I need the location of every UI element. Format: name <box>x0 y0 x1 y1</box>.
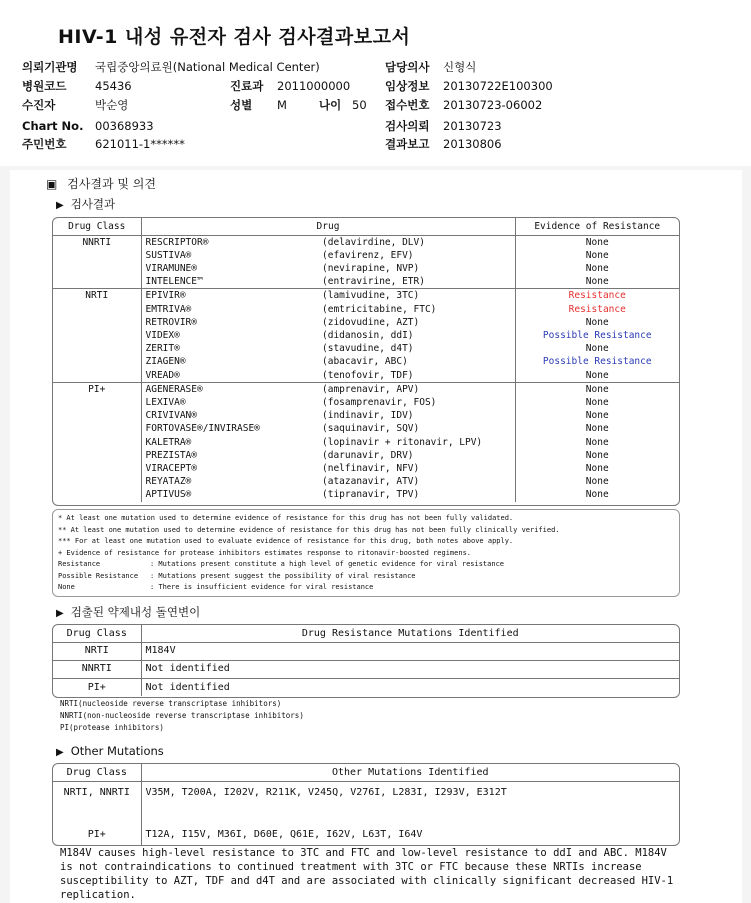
table-row <box>53 422 679 435</box>
mutations-cell: Not identified <box>141 660 679 678</box>
table-row <box>53 436 679 449</box>
drug-name-cell: FORTOVASE®/INVIRASE® <box>145 423 260 435</box>
drug-generic-cell: (delavirdine, DLV) <box>318 235 515 249</box>
other-mutations-table <box>52 763 680 846</box>
drug-name-cell: RETROVIR® <box>145 316 197 328</box>
table-row <box>53 449 679 462</box>
table-row <box>53 369 679 383</box>
evidence-cell: None <box>585 449 609 461</box>
doctor-value: 신형식 <box>443 60 477 74</box>
col-header-drug-class: Drug Class <box>53 218 141 235</box>
sex-value: M <box>277 98 287 112</box>
table-row <box>53 355 679 368</box>
table-row <box>53 262 679 275</box>
table-row <box>53 475 679 488</box>
section-heading: ▣ 검사결과 및 의견 <box>46 177 156 191</box>
definition-possible: Possible Resistance : Mutations present suggest the possibility of viral resistance <box>58 571 416 580</box>
table-row <box>53 275 679 289</box>
drug-generic-cell: (emtricitabine, FTC) <box>318 303 515 316</box>
drug-generic-cell: (atazanavir, ATV) <box>318 475 515 488</box>
drug-class-cell: NNRTI <box>53 660 141 678</box>
report-date-value: 20130806 <box>443 137 502 151</box>
drug-name-cell: AGENERASE® <box>141 382 318 396</box>
col-header-drug-class: Drug Class <box>53 625 141 642</box>
arrow-icon: ▶ <box>56 608 64 619</box>
other-mutations-heading: ▶ Other Mutations <box>56 744 164 758</box>
drug-name-cell: RESCRIPTOR® <box>145 236 209 248</box>
drug-name-cell: VIRACEPT® <box>145 462 197 474</box>
drug-generic-cell: (saquinavir, SQV) <box>318 422 515 435</box>
table-row <box>53 303 679 316</box>
drug-generic-cell: (nevirapine, NVP) <box>318 262 515 275</box>
receipt-no-label: 접수번호 <box>385 98 430 112</box>
table-row <box>53 462 679 475</box>
drug-generic-cell: (lamivudine, 3TC) <box>318 289 515 303</box>
evidence-cell: None <box>515 382 679 396</box>
drug-name-cell: ZERIT® <box>145 343 180 355</box>
drug-name-cell: ZIAGEN® <box>145 356 186 368</box>
table-row <box>53 249 679 262</box>
definition-resistance: Resistance : Mutations present constitute a high level of genetic evidence for viral resistance <box>58 560 505 568</box>
table-row <box>53 235 679 249</box>
evidence-cell: None <box>585 343 609 355</box>
results-table <box>52 217 680 506</box>
hospital-code-label: 병원코드 <box>22 79 67 93</box>
drug-class-cell: NRTI, NNRTI <box>53 781 141 825</box>
institution-label: 의뢰기관명 <box>22 60 78 74</box>
drug-name-cell: SUSTIVA® <box>145 249 192 261</box>
arrow-icon: ▶ <box>56 200 64 211</box>
patient-label: 수진자 <box>22 98 56 112</box>
table-row <box>53 660 679 678</box>
doctor-label: 담당의사 <box>385 60 430 74</box>
evidence-cell: None <box>585 369 609 381</box>
note-3: *** For at least one mutation used to evaluate evidence of resistance for this drug, both notes above apply. <box>58 537 514 545</box>
abbreviation-nrti: NRTI(nucleoside reverse transcriptase inhibitors) <box>60 699 282 708</box>
square-icon: ▣ <box>46 177 58 191</box>
request-date-value: 20130723 <box>443 119 502 133</box>
drug-name-cell: EPIVIR® <box>141 289 318 303</box>
results-heading: ▶ 검사결과 <box>56 197 116 211</box>
report-date-label: 결과보고 <box>385 137 430 151</box>
report-title: HIV-1 내성 유전자 검사 검사결과보고서 <box>58 26 411 48</box>
resident-id-value: 621011-1****** <box>95 137 185 151</box>
evidence-cell: Resistance <box>568 303 626 315</box>
mutations-table <box>52 624 680 698</box>
age-label: 나이 <box>319 98 342 112</box>
drug-generic-cell: (stavudine, d4T) <box>318 342 515 355</box>
col-header-mutations: Drug Resistance Mutations Identified <box>141 625 679 642</box>
mutations-cell: Not identified <box>141 678 679 696</box>
drug-class-cell: PI+ <box>53 678 141 696</box>
drug-class-cell: NRTI <box>53 642 141 660</box>
evidence-cell: Possible Resistance <box>542 329 652 341</box>
col-header-drug-class: Drug Class <box>53 764 141 781</box>
clinical-info-label: 임상정보 <box>385 79 430 93</box>
definition-none: None : There is insufficient evidence for viral resistance <box>58 583 374 591</box>
sex-label: 성별 <box>230 98 253 112</box>
interpretation-comment: M184V causes high-level resistance to 3TC and FTC and low-level resistance to ddI and ABC. M184V is not contraindications to continued treatment with 3TC or FTC because these NRTIs increase susceptibility to AZT, TDF and d4T and are associated with clinically significant decreased HIV-1 replication. <box>60 847 674 901</box>
abbreviation-pi: PI(protease inhibitors) <box>60 723 164 732</box>
evidence-cell: None <box>585 489 609 501</box>
other-mutations-cell: V35M, T200A, I202V, R211K, V245Q, V276I, L283I, I293V, E312T <box>145 786 507 798</box>
table-row <box>53 382 679 396</box>
drug-generic-cell: (efavirenz, EFV) <box>318 249 515 262</box>
drug-generic-cell: (fosamprenavir, FOS) <box>318 396 515 409</box>
evidence-cell: None <box>585 462 609 474</box>
clinical-info-value: 20130722E100300 <box>443 79 553 93</box>
drug-generic-cell: (tipranavir, TPV) <box>318 488 515 501</box>
table-row <box>53 488 679 501</box>
table-row <box>53 342 679 355</box>
drug-name-cell: REYATAZ® <box>145 476 192 488</box>
drug-class-cell: NNRTI <box>53 235 141 289</box>
drug-generic-cell: (amprenavir, APV) <box>318 382 515 396</box>
evidence-cell: None <box>585 262 609 274</box>
note-4: + Evidence of resistance for protease inhibitors estimates response to ritonavir-boosted regimens. <box>58 548 472 557</box>
drug-class-cell: NRTI <box>53 289 141 382</box>
drug-class-cell: PI+ <box>53 382 141 501</box>
other-mutations-cell: T12A, I15V, M36I, D60E, Q61E, I62V, L63T, I64V <box>145 829 423 841</box>
table-row <box>53 781 679 825</box>
resident-id-label: 주민번호 <box>22 137 67 151</box>
col-header-drug: Drug <box>141 218 515 235</box>
evidence-cell: None <box>585 249 609 261</box>
col-header-other-mutations: Other Mutations Identified <box>141 764 679 781</box>
drug-name-cell: VIRAMUNE® <box>145 262 197 274</box>
evidence-cell: None <box>585 410 609 422</box>
drug-generic-cell: (didanosin, ddI) <box>318 329 515 342</box>
patient-value: 박순영 <box>95 98 129 112</box>
table-row <box>53 642 679 660</box>
drug-generic-cell: (darunavir, DRV) <box>318 449 515 462</box>
evidence-cell: Resistance <box>515 289 679 303</box>
table-row <box>53 409 679 422</box>
evidence-cell: None <box>585 396 609 408</box>
drug-name-cell: EMTRIVA® <box>145 303 192 315</box>
drug-name-cell: VIDEX® <box>145 329 180 341</box>
abbreviation-nnrti: NNRTI(non-nucleoside reverse transcriptase inhibitors) <box>60 711 304 720</box>
drug-generic-cell: (zidovudine, AZT) <box>318 316 515 329</box>
drug-name-cell: VREAD® <box>145 369 180 381</box>
evidence-cell: Possible Resistance <box>542 356 652 368</box>
drug-name-cell: CRIVIVAN® <box>145 410 197 422</box>
table-row <box>53 316 679 329</box>
drug-generic-cell: (lopinavir + ritonavir, LPV) <box>318 436 515 449</box>
department-label: 진료과 <box>230 79 264 93</box>
age-value: 50 <box>352 98 367 112</box>
evidence-cell: None <box>585 436 609 448</box>
table-row <box>53 329 679 342</box>
mutations-cell: M184V <box>145 645 176 657</box>
request-date-label: 검사의뢰 <box>385 119 430 133</box>
drug-generic-cell: (indinavir, IDV) <box>318 409 515 422</box>
evidence-cell: None <box>585 476 609 488</box>
mutations-heading: ▶ 검출된 약제내성 돌연변이 <box>56 605 201 619</box>
table-row <box>53 678 679 696</box>
department-value: 2011000000 <box>277 79 351 93</box>
arrow-icon: ▶ <box>56 747 64 758</box>
drug-generic-cell: (abacavir, ABC) <box>318 355 515 368</box>
drug-generic-cell: (nelfinavir, NFV) <box>318 462 515 475</box>
drug-class-cell: PI+ <box>53 825 141 845</box>
results-notes <box>52 509 680 597</box>
hospital-code-value: 45436 <box>95 79 132 93</box>
table-row <box>53 289 679 303</box>
evidence-cell: None <box>585 276 609 288</box>
evidence-cell: None <box>585 236 609 248</box>
table-row <box>53 825 679 845</box>
drug-name-cell: PREZISTA® <box>145 449 197 461</box>
chart-no-label: Chart No. <box>22 119 84 133</box>
drug-name-cell: KALETRA® <box>145 436 192 448</box>
drug-generic-cell: (tenofovir, TDF) <box>318 369 515 383</box>
chart-no-value: 00368933 <box>95 119 154 133</box>
institution-value: 국립중앙의료원(National Medical Center) <box>95 60 320 74</box>
drug-generic-cell: (entravirine, ETR) <box>318 275 515 289</box>
drug-name-cell: APTIVUS® <box>145 489 192 501</box>
receipt-no-value: 20130723-06002 <box>443 98 543 112</box>
table-row <box>53 396 679 409</box>
drug-name-cell: INTELENCE™ <box>145 276 203 288</box>
evidence-cell: None <box>585 423 609 435</box>
drug-name-cell: LEXIVA® <box>145 396 186 408</box>
col-header-evidence: Evidence of Resistance <box>515 218 679 235</box>
note-2: ** At least one mutation used to determine evidence of resistance for this drug has not been fully clinically verified. <box>58 525 560 534</box>
note-1: * At least one mutation used to determine evidence of resistance for this drug has not been fully validated. <box>58 514 514 522</box>
evidence-cell: None <box>585 316 609 328</box>
